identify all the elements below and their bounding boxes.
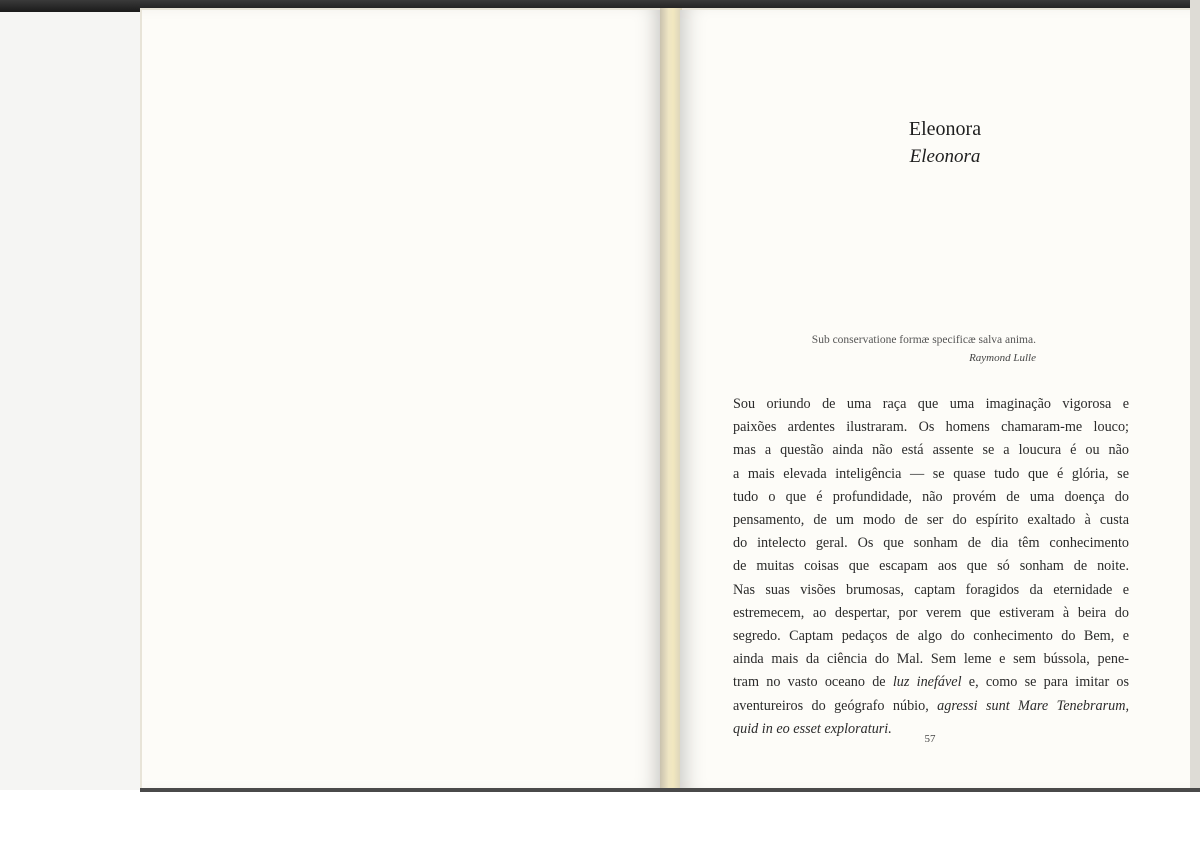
left-page-blank [142,10,662,790]
body-line-text: estremecem, ao despertar, por verem que estiveram à beira do [733,604,1129,621]
book-gutter [660,8,682,794]
body-line [733,671,1129,694]
body-line-text: Sou oriundo de uma raça que uma imaginação vigorosa e [733,396,1129,412]
scanner-background-left [0,0,140,790]
body-line-text: tudo o que é profundidade, não provém de uma doença do [733,488,1129,505]
body-line [733,648,1129,671]
body-line [733,463,1129,486]
body-line-text: Nas suas visões brumosas, captam foragidos da eternidade e [733,581,1129,598]
body-line [733,532,1129,555]
body-line-text: paixões ardentes ilustraram. Os homens chamaram-me louco; [733,419,1129,436]
body-line-text: pensamento, de um modo de ser do espírito exaltado à custa [733,512,1129,529]
epigraph-author: Raymond Lulle [969,352,1036,364]
body-line-text: e, como se para imitar os [961,674,1130,691]
body-line-text: tram no vasto oceano de [733,674,893,691]
scanner-background-bottom [0,792,1200,849]
body-line-text: a mais elevada inteligência — se quase tudo que é glória, se [733,465,1129,482]
body-line-text: de muitas coisas que escapam aos que só sonham de noite. [733,558,1129,575]
body-line [733,439,1129,462]
story-title: Eleonora [908,118,982,140]
body-paragraph [733,393,1129,741]
body-line [733,416,1129,439]
story-subtitle: Eleonora [909,146,981,167]
body-line [733,393,1129,416]
body-line [733,579,1129,602]
epigraph-text: Sub conservatione formæ specificæ salva anima. [811,334,1036,346]
body-line-text: aventureiros do geógrafo núbio, [733,697,938,714]
body-line-text: ainda mais da ciência do Mal. Sem leme e sem bússola, pene- [733,651,1129,668]
scanner-edge-right [1190,0,1200,800]
body-line-italic: luz inefável [892,674,962,691]
body-line [733,486,1129,509]
body-line-text: mas a questão ainda não está assente se a loucura é ou não [733,442,1129,459]
body-line [733,555,1129,578]
body-line-italic: agressi sunt Mare Tenebrarum, [937,697,1130,714]
body-line [733,509,1129,532]
page-number: 57 [924,733,936,745]
body-line [733,695,1129,718]
body-line [733,625,1129,648]
body-line [733,602,1129,625]
body-line-text: segredo. Captam pedaços de algo do conhecimento do Bem, e [733,628,1129,645]
body-line-text: do intelecto geral. Os que sonham de dia têm conhecimento [733,535,1129,552]
body-line-italic: quid in eo esset exploraturi. [733,720,892,737]
